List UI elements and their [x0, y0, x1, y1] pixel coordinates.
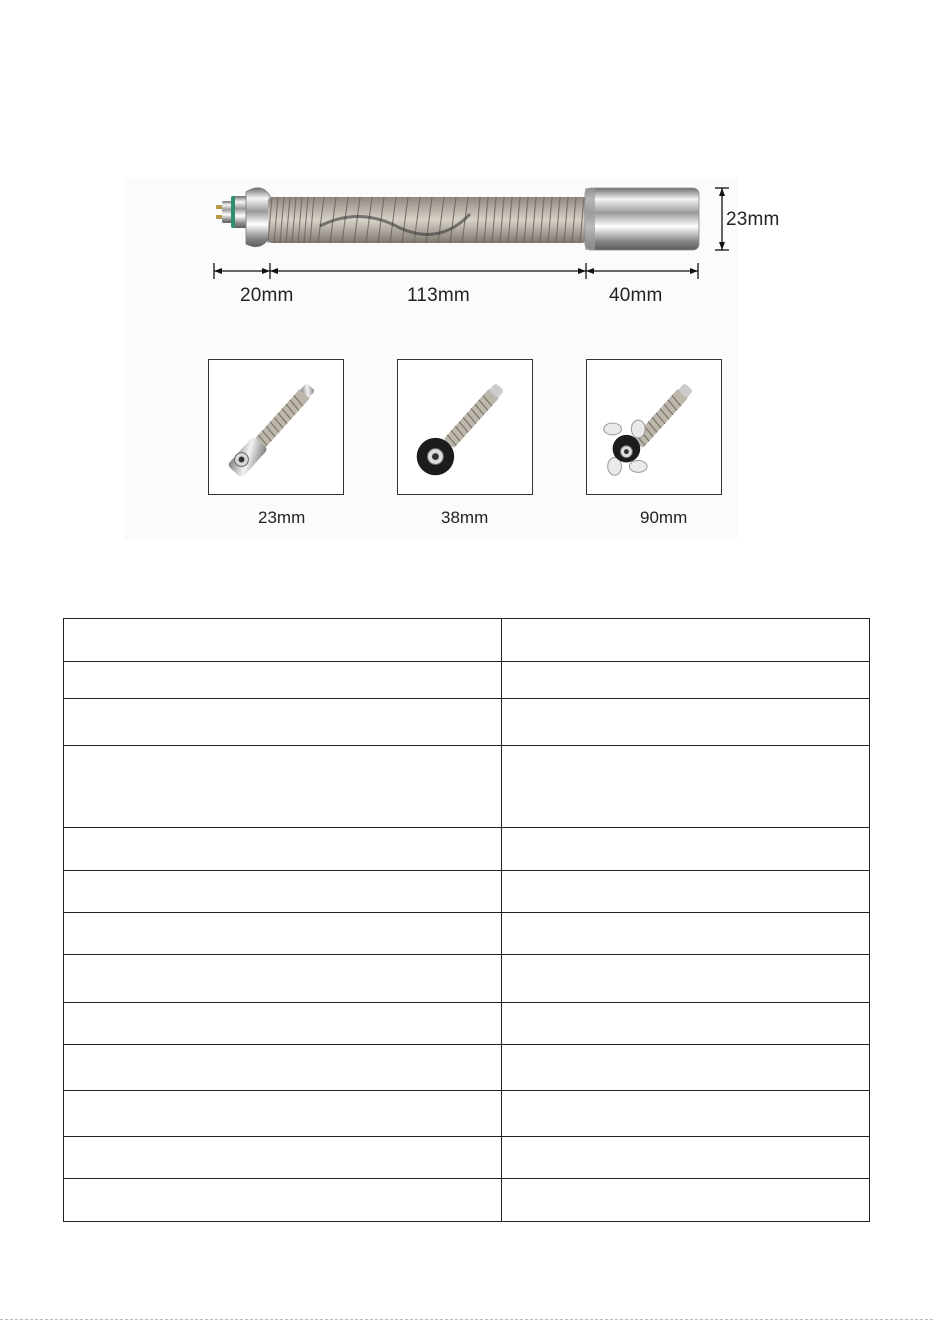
table-cell: [502, 828, 870, 871]
table-row: [64, 871, 870, 913]
connector-length-label: 20mm: [240, 285, 294, 306]
table-cell: [64, 699, 502, 746]
table-cell: [502, 1179, 870, 1222]
table-row: [64, 1091, 870, 1137]
table-cell: [502, 955, 870, 1003]
table-cell: [64, 1003, 502, 1045]
camera-head-black-cap-icon: [398, 360, 532, 494]
table-row: [64, 662, 870, 699]
table-row: [64, 828, 870, 871]
table-cell: [502, 746, 870, 828]
table-row: [64, 699, 870, 746]
variant-38mm-label: 38mm: [441, 508, 489, 527]
table-cell: [502, 619, 870, 662]
table-cell: [64, 913, 502, 955]
head-diameter-label: 23mm: [726, 209, 780, 230]
table-row: [64, 619, 870, 662]
camera-head-wheeled-skid-icon: [587, 360, 721, 494]
table-row: [64, 1003, 870, 1045]
spec-table: [63, 618, 870, 1222]
table-cell: [64, 828, 502, 871]
table-row: [64, 746, 870, 828]
camera-probe-illustration: [0, 0, 933, 320]
table-row: [64, 955, 870, 1003]
table-cell: [502, 913, 870, 955]
spring-length-label: 113mm: [407, 285, 470, 306]
table-row: [64, 913, 870, 955]
table-cell: [502, 662, 870, 699]
table-cell: [64, 1179, 502, 1222]
table-cell: [64, 871, 502, 913]
table-cell: [502, 1045, 870, 1091]
page-bottom-divider: [0, 1319, 933, 1320]
variant-90mm-image: [586, 359, 722, 495]
table-cell: [64, 1091, 502, 1137]
table-cell: [502, 1091, 870, 1137]
table-cell: [64, 955, 502, 1003]
table-cell: [64, 662, 502, 699]
table-cell: [502, 1003, 870, 1045]
table-cell: [64, 619, 502, 662]
table-row: [64, 1137, 870, 1179]
head-length-label: 40mm: [609, 285, 663, 306]
variant-90mm-label: 90mm: [640, 508, 688, 527]
table-cell: [502, 871, 870, 913]
table-row: [64, 1179, 870, 1222]
camera-head-plain-icon: [209, 360, 343, 494]
table-cell: [64, 1137, 502, 1179]
table-cell: [64, 1045, 502, 1091]
variant-23mm-image: [208, 359, 344, 495]
variant-38mm-image: [397, 359, 533, 495]
table-cell: [64, 746, 502, 828]
table-cell: [502, 699, 870, 746]
table-row: [64, 1045, 870, 1091]
variant-23mm-label: 23mm: [258, 508, 306, 527]
table-cell: [502, 1137, 870, 1179]
